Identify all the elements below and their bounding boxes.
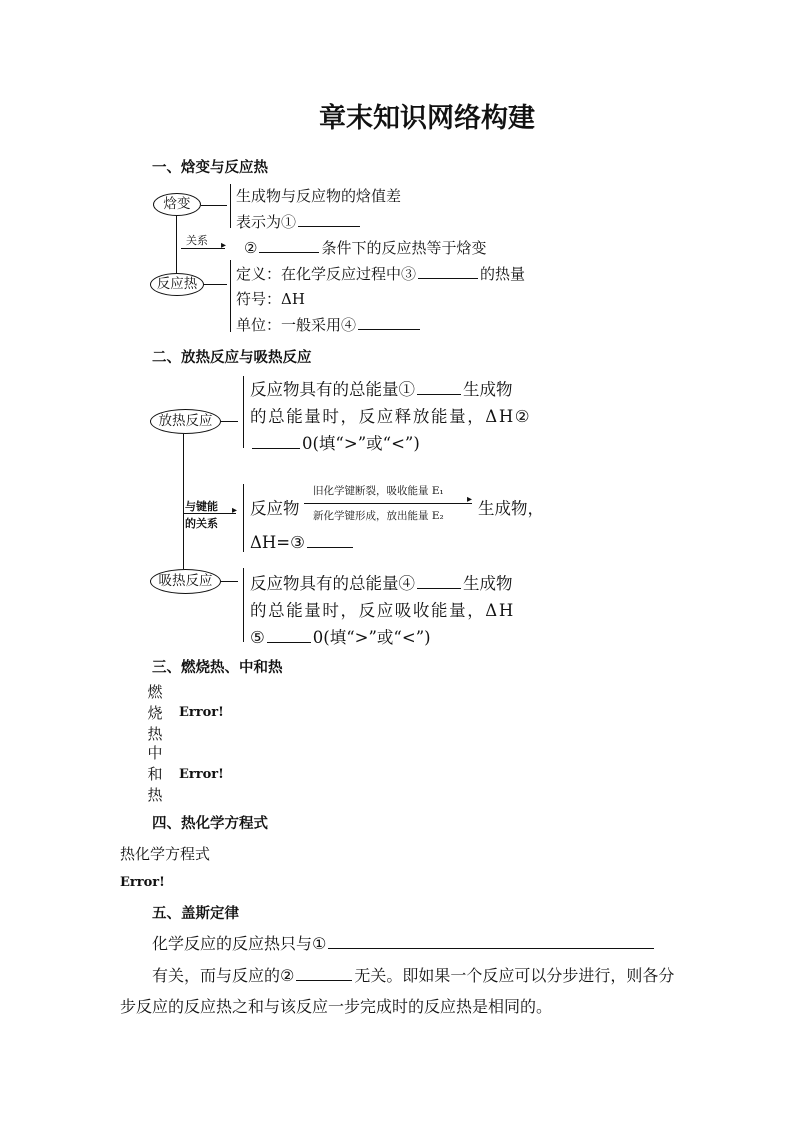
page-title: 章末知识网络构建 xyxy=(319,103,535,134)
connector xyxy=(176,216,177,273)
relation-arrow xyxy=(184,513,236,514)
bond-relation-label-2: 的关系 xyxy=(185,517,218,530)
exo-line3: 0(填“>”或“<”) xyxy=(250,430,420,454)
section-3-heading: 三、燃烧热、中和热 xyxy=(152,660,283,676)
bond-form-text: 新化学键形成，放出能量 E₂ xyxy=(313,510,444,522)
bond-right: 生成物， xyxy=(478,499,544,518)
s1-line5: 符号：ΔH xyxy=(236,290,305,308)
brace xyxy=(230,260,231,332)
hess-line1: 化学反应的反应热只与① xyxy=(152,931,656,954)
bond-arrow xyxy=(304,503,472,504)
relation-arrow xyxy=(181,248,225,249)
section-5-heading: 五、盖斯定律 xyxy=(152,906,239,922)
connector xyxy=(204,284,227,285)
neutralization-char: 和 xyxy=(147,765,163,783)
s1-line6: 单位：一般采用④ xyxy=(236,314,422,335)
s1-line3: ② 条件下的反应热等于焓变 xyxy=(244,239,487,257)
neutralization-char: 热 xyxy=(147,786,163,804)
brace xyxy=(243,484,244,552)
arrowhead-icon: ▸ xyxy=(232,505,238,516)
oval-exothermic: 放热反应 xyxy=(150,409,221,434)
arrowhead-icon: ▸ xyxy=(221,240,227,251)
combustion-error: Error! xyxy=(179,705,224,720)
oval-endothermic: 吸热反应 xyxy=(150,569,221,594)
combustion-char: 烧 xyxy=(147,704,163,722)
oval-reaction-heat: 反应热 xyxy=(150,273,204,296)
hess-line2: 有关，而与反应的② 无关。即如果一个反应可以分步进行，则各分 xyxy=(152,966,675,985)
section-1-heading: 一、焓变与反应热 xyxy=(152,160,268,176)
section-4-heading: 四、热化学方程式 xyxy=(152,816,268,832)
connector xyxy=(183,434,184,569)
s1-line4: 定义：在化学反应过程中③ 的热量 xyxy=(236,265,526,283)
bond-line2: ΔH=③ xyxy=(250,533,355,552)
connector xyxy=(221,581,238,582)
bond-break-text: 旧化学键断裂，吸收能量 E₁ xyxy=(313,485,444,497)
bond-relation-label-1: 与键能 xyxy=(185,500,218,513)
thermo-equation-error: Error! xyxy=(120,875,165,890)
exo-line1: 反应物具有的总能量① 生成物 xyxy=(250,380,513,399)
bond-left: 反应物 xyxy=(250,499,300,518)
section-2-heading: 二、放热反应与吸热反应 xyxy=(152,350,312,366)
connector xyxy=(201,205,227,206)
combustion-char: 燃 xyxy=(147,683,163,701)
neutralization-char: 中 xyxy=(147,744,163,762)
brace xyxy=(230,184,231,228)
connector xyxy=(221,421,238,422)
hess-line3: 步反应的反应热之和与该反应一步完成时的反应热是相同的。 xyxy=(120,997,553,1016)
s1-line1: 生成物与反应物的焓值差 xyxy=(236,187,402,205)
endo-line3: ⑤ 0(填“>”或“<”) xyxy=(250,628,431,647)
neutralization-error: Error! xyxy=(179,767,224,782)
endo-line1: 反应物具有的总能量④ 生成物 xyxy=(250,574,513,593)
endo-line2: 的总能量时，反应吸收能量，ΔH xyxy=(250,601,515,620)
s1-line2: 表示为① xyxy=(236,211,362,232)
oval-enthalpy: 焓变 xyxy=(153,193,201,216)
brace xyxy=(243,568,244,642)
combustion-char: 热 xyxy=(147,725,163,743)
arrowhead-icon: ▸ xyxy=(467,494,473,505)
relation-label: 关系 xyxy=(186,234,208,247)
brace xyxy=(243,376,244,448)
thermo-equation-label: 热化学方程式 xyxy=(120,845,211,863)
exo-line2: 的总能量时，反应释放能量，ΔH② xyxy=(250,407,532,426)
